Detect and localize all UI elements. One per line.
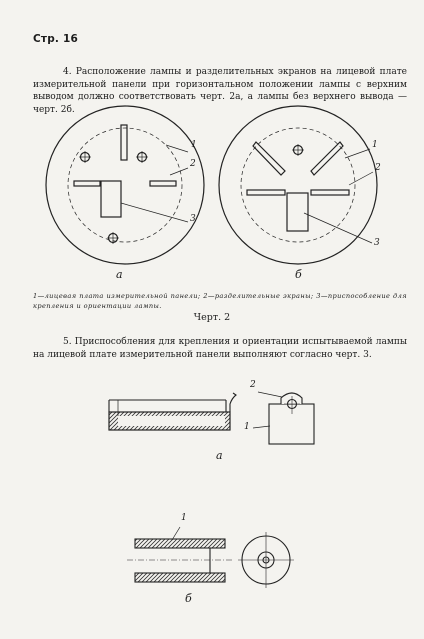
fig2a-ref-3: 3 bbox=[190, 214, 196, 224]
paragraph-5: 5. Приспособления для крепления и ориентации испытываемой лампы на лицевой плате измерительной панели выполняют согласно черт. 3. bbox=[33, 337, 407, 360]
fig2a-ref-2: 2 bbox=[190, 159, 196, 169]
figure-3a-drawing bbox=[109, 392, 314, 444]
fig2b-ref-1: 1 bbox=[372, 140, 378, 150]
fig2b-ref-2: 2 bbox=[375, 163, 381, 173]
fig2-sublabel-a: а bbox=[116, 268, 123, 281]
figure-2-legend: 1—лицевая плата измерительной панели; 2—разделительные экраны; 3—приспособление для крепления и ориентации лампы. bbox=[33, 292, 407, 310]
fig2-sublabel-b: б bbox=[295, 268, 302, 281]
fig3a-ref-2: 2 bbox=[250, 380, 256, 390]
figure-3b-drawing bbox=[127, 527, 294, 588]
fig3a-ref-1: 1 bbox=[244, 422, 250, 432]
page-number: Стр. 16 bbox=[33, 33, 78, 45]
figure-2-caption: Черт. 2 bbox=[193, 312, 231, 323]
figure-2a-drawing bbox=[46, 106, 204, 264]
figure-2b-drawing bbox=[219, 106, 377, 264]
fig2a-ref-1: 1 bbox=[191, 140, 197, 150]
fig2b-ref-3: 3 bbox=[374, 238, 380, 248]
fig3b-ref-1: 1 bbox=[181, 513, 187, 523]
fig3-sublabel-a: а bbox=[216, 449, 223, 462]
paragraph-4: 4. Расположение лампы и разделительных экранов на лицевой плате измерительной панели при горизонтальном положении лампы с верхним выводом должно соответствовать черт. 2а, а лампы без верхнего вывода — черт. 2б. bbox=[33, 67, 407, 115]
fig3-sublabel-b: б bbox=[185, 592, 192, 605]
